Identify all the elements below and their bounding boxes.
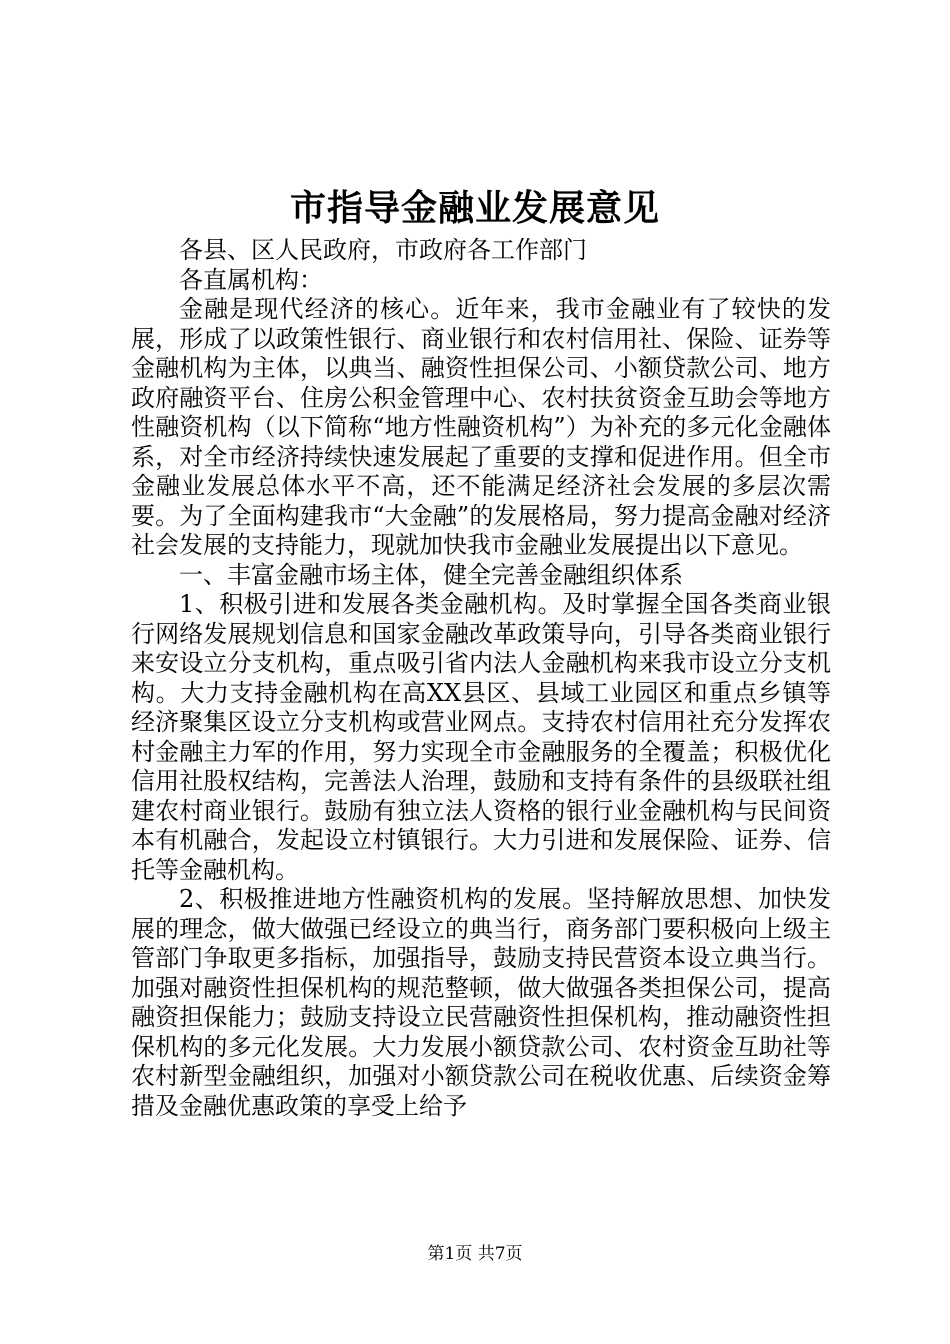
paragraph-intro: 金融是现代经济的核心。近年来，我市金融业有了较快的发展，形成了以政策性银行、商业银行和农村信用社、保险、证券等金融机构为主体，以典当、融资性担保公司、小额贷款公司、地方政府融资平台、住房公积金管理中心、农村扶贫资金互助会等地方性融资机构（以下简称“地方性融资机构”）为补充的多元化金融体系，对全市经济持续快速发展起了重要的支撑和促进作用。但全市金融业发展总体水平不高，还不能满足经济社会发展的多层次需要。为了全面构建我市“大金融”的发展格局，努力提高金融对经济社会发展的支持能力，现就加快我市金融业发展提出以下意见。	[131, 295, 831, 559]
paragraph-item-2: 2、积极推进地方性融资机构的发展。坚持解放思想、加快发展的理念，做大做强已经设立的典当行，商务部门要积极向上级主管部门争取更多指标，加强指导，鼓励支持民营资本设立典当行。加强对融资性担保机构的规范整顿，做大做强各类担保公司，提高融资担保能力；鼓励支持设立民营融资性担保机构，推动融资性担保机构的多元化发展。大力发展小额贷款公司、农村资金互助社等农村新型金融组织，加强对小额贷款公司在税收优惠、后续资金筹措及金融优惠政策的享受上给予	[131, 885, 831, 1120]
page-footer: 第1页 共7页	[427, 1244, 523, 1264]
salutation-line-1: 各县、区人民政府，市政府各工作部门	[179, 236, 587, 264]
document-body	[131, 236, 831, 1121]
paragraph-item-1: 1、积极引进和发展各类金融机构。及时掌握全国各类商业银行网络发展规划信息和国家金融改革政策导向，引导各类商业银行来安设立分支机构，重点吸引省内法人金融机构来我市设立分支机构。大力支持金融机构在高XX县区、县域工业园区和重点乡镇等经济聚集区设立分支机构或营业网点。支持农村信用社充分发挥农村金融主力军的作用，努力实现全市金融服务的全覆盖；积极优化信用社股权结构，完善法人治理，鼓励和支持有条件的县级联社组建农村商业银行。鼓励有独立法人资格的银行业金融机构与民间资本有机融合，发起设立村镇银行。大力引进和发展保险、证券、信托等金融机构。	[131, 590, 831, 884]
salutation-line-2: 各直属机构：	[179, 265, 323, 294]
document-title: 市指导金融业发展意见	[289, 187, 660, 229]
section-heading-1: 一、丰富金融市场主体，健全完善金融组织体系	[179, 560, 683, 589]
